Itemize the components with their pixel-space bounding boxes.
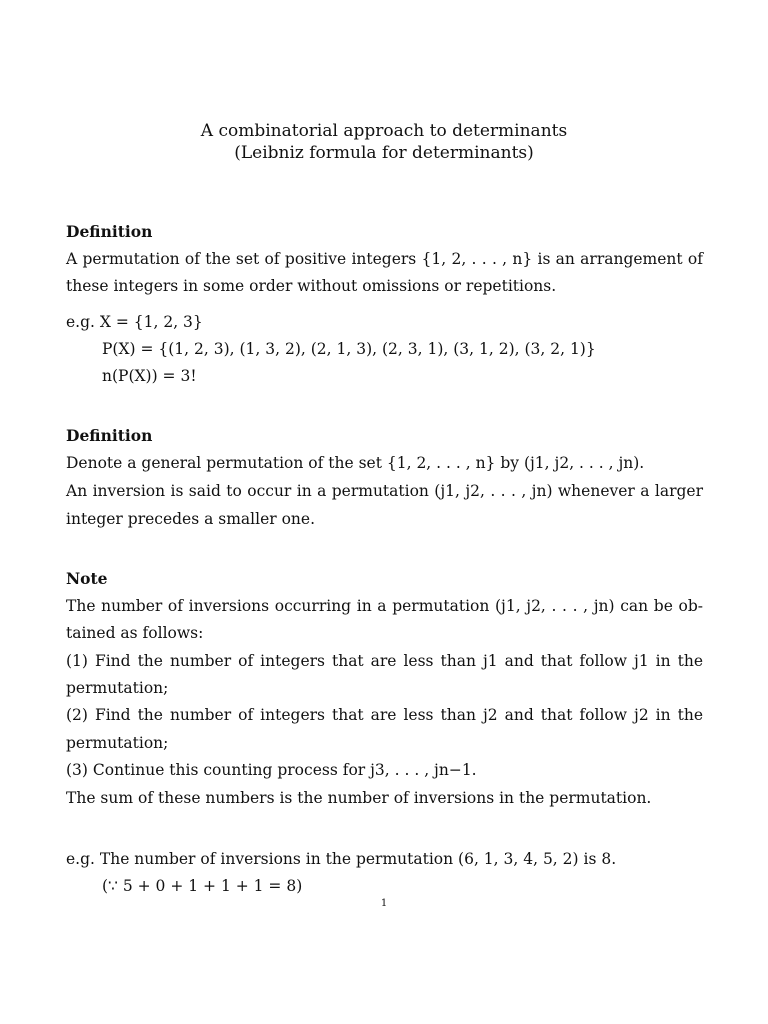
example-2-line-1: e.g. The number of inversions in the permutation (6, 1, 3, 4, 5, 2) is 8. xyxy=(66,850,617,868)
page-number: 1 xyxy=(380,898,388,909)
title-line-1: A combinatorial approach to determinants xyxy=(200,121,568,141)
example-2-line-2: (∵ 5 + 0 + 1 + 1 + 1 = 8) xyxy=(102,877,303,895)
definition-heading-1: Definition xyxy=(66,222,153,241)
definition-1-line-2: these integers in some order without omissions or repetitions. xyxy=(66,277,557,295)
note-line-7: (3) Continue this counting process for j3, . . . , jn−1. xyxy=(66,761,477,779)
example-1-line-3: n(P(X)) = 3! xyxy=(102,367,197,385)
definition-1-line-1: A permutation of the set of positive integers {1, 2, . . . , n} is an arrangement of xyxy=(66,250,703,268)
note-line-3: (1) Find the number of integers that are less than j1 and that follow j1 in the xyxy=(66,652,703,670)
note-line-6: permutation; xyxy=(66,734,169,752)
note-heading: Note xyxy=(66,569,108,588)
definition-heading-2: Definition xyxy=(66,426,153,445)
example-1-line-1: e.g. X = {1, 2, 3} xyxy=(66,313,203,331)
note-line-4: permutation; xyxy=(66,679,169,697)
title-line-2: (Leibniz formula for determinants) xyxy=(234,143,534,163)
example-1-line-2: P(X) = {(1, 2, 3), (1, 3, 2), (2, 1, 3), (2, 3, 1), (3, 1, 2), (3, 2, 1)} xyxy=(102,340,596,358)
note-line-1: The number of inversions occurring in a permutation (j1, j2, . . . , jn) can be ob- xyxy=(66,597,703,615)
definition-2-line-2: An inversion is said to occur in a permutation (j1, j2, . . . , jn) whenever a larger xyxy=(66,482,703,500)
definition-2-line-1: Denote a general permutation of the set {1, 2, . . . , n} by (j1, j2, . . . , jn). xyxy=(66,454,645,472)
note-line-5: (2) Find the number of integers that are less than j2 and that follow j2 in the xyxy=(66,706,703,724)
definition-2-line-3: integer precedes a smaller one. xyxy=(66,510,316,528)
note-line-2: tained as follows: xyxy=(66,624,204,642)
note-line-8: The sum of these numbers is the number of inversions in the permutation. xyxy=(66,789,652,807)
